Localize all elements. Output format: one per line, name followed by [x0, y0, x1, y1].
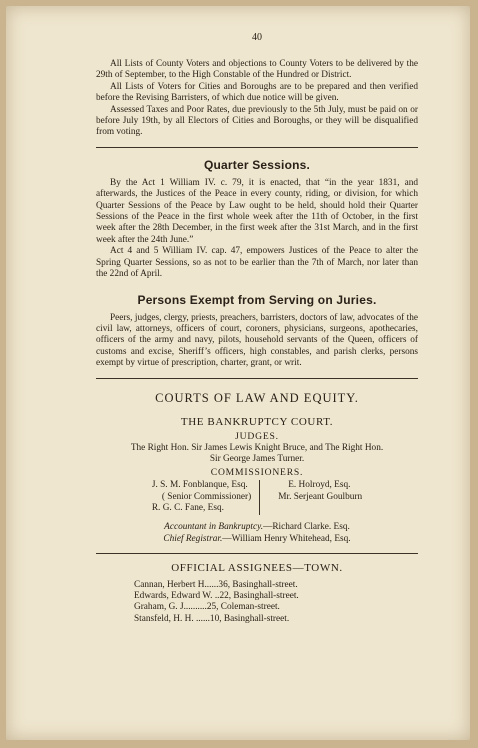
registrar-line: [96, 533, 418, 545]
page-number: 40: [252, 32, 262, 43]
commissioner-name: E. Holroyd, Esq.: [288, 480, 351, 491]
book-page: [6, 6, 470, 740]
accountant-name: —Richard Clarke. Esq.: [263, 521, 350, 532]
page-content: [96, 32, 418, 625]
paragraph: By the Act 1 William IV. c. 79, it is enacted, that “in the year 1831, and afterwards, the Justices of the Peace in every county, riding, or division, for which Quarter Sessions of the Peace by Law ought to be held, should hold their Quarter Sessions of the Peace in the first whole week after the 11th of October, in the first week after the 28th December, in the first week after the 31st March, and in the first week after the 24th June.”: [96, 177, 418, 245]
list-item: Stansfeld, H. H. ......10, Basinghall-street.: [134, 613, 290, 624]
commissioner-name: R. G. C. Fane, Esq.: [151, 503, 224, 514]
commissioners-left-column: [152, 480, 260, 514]
paragraph: All Lists of County Voters and objections to County Voters to be delivered by the 29th of September, to the High Constable of the Hundred or District.: [96, 59, 418, 81]
registrar-title: Chief Registrar.: [163, 533, 223, 544]
registrar-name: —William Henry Whitehead, Esq.: [222, 533, 351, 544]
commissioners-heading: COMMISSIONERS.: [210, 467, 304, 479]
paragraph: Act 4 and 5 William IV. cap. 47, empowers Justices of the Peace to alter the Spring Quarter Sessions, so as not to be earlier than the 7th of March, nor later than the 22nd of April.: [96, 246, 418, 280]
quarter-sessions-heading: Quarter Sessions.: [203, 157, 311, 172]
commissioner-name: J. S. M. Fonblanque, Esq.: [151, 480, 248, 491]
juries-heading: Persons Exempt from Serving on Juries.: [137, 292, 377, 307]
accountant-title: Accountant in Bankruptcy.: [164, 521, 264, 532]
assignees-heading: OFFICIAL ASSIGNEES—TOWN.: [171, 561, 343, 574]
voters-section: [96, 59, 418, 139]
divider: [96, 553, 418, 554]
judges-heading: JUDGES.: [235, 430, 279, 442]
assignees-list: [134, 580, 418, 626]
judges-line: Sir George James Turner.: [209, 453, 305, 464]
divider: [96, 147, 418, 148]
paragraph: All Lists of Voters for Cities and Boroughs are to be prepared and then verified before the Revising Barristers, of which due notice will be given.: [96, 81, 418, 104]
accountant-line: [96, 521, 418, 533]
commissioners-right-column: [260, 480, 362, 514]
list-item: Cannan, Herbert H......36, Basinghall-street.: [134, 579, 298, 590]
list-item: Graham, G. J..........25, Coleman-street.: [134, 602, 280, 613]
paragraph: Peers, judges, clergy, priests, preachers, barristers, doctors of law, advocates of the civil law, attorneys, officers of court, coroners, physicians, surgeons, apothecaries, officers of the army and navy, pilots, household servants of the Queen, officers of customs and excise, Sheriff’s officers, high constables, and parish clerks, persons exempt by virtue of prescription, charter, grant, or writ.: [96, 312, 418, 369]
commissioners-list: [96, 480, 418, 514]
bankruptcy-court-heading: THE BANKRUPTCY COURT.: [180, 415, 334, 428]
courts-heading: COURTS OF LAW AND EQUITY.: [155, 390, 359, 405]
list-item: Edwards, Edward W. ..22, Basinghall-street.: [134, 590, 299, 601]
commissioner-note: ( Senior Commissioner): [161, 491, 252, 502]
judges-line: The Right Hon. Sir James Lewis Knight Bruce, and The Right Hon.: [130, 442, 384, 453]
paragraph: Assessed Taxes and Poor Rates, due previously to the 5th July, must be paid on or before July 19th, by all Electors of Cities and Boroughs, or they will be disqualified from voting.: [96, 104, 418, 138]
divider: [96, 378, 418, 379]
commissioner-name: Mr. Serjeant Goulburn: [278, 491, 363, 502]
